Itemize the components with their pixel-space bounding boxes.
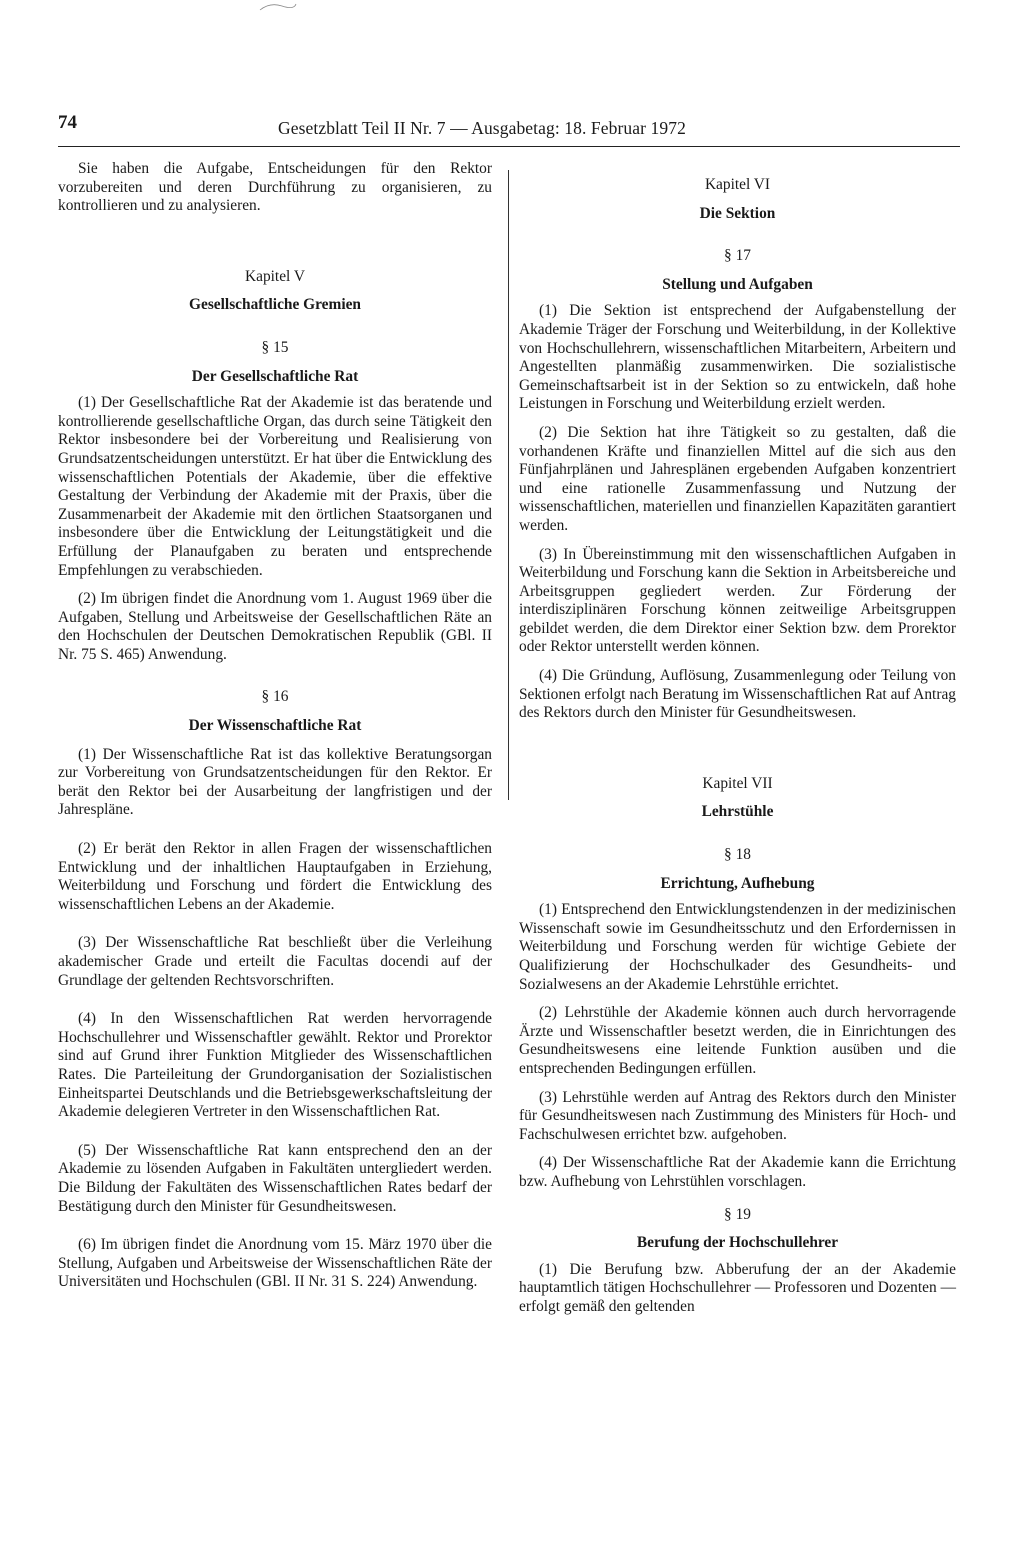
header-title: Gesetzblatt Teil II Nr. 7 — Ausgabetag: 18. Februar 1972: [278, 118, 686, 138]
page-number: 74: [58, 112, 77, 133]
right-column: [519, 160, 956, 1317]
chapter-heading: Kapitel VII: [702, 774, 773, 792]
chapter-title: Gesellschaftliche Gremien: [189, 296, 361, 314]
paragraph: (2) Er berät den Rektor in allen Fragen der wissenschaftlichen Entwicklung und der inhaltlichen Hauptaufgaben in Erziehung, Weiterbildung und Forschung und fördert die Entwicklung des wissenschaftlichen Lebens an der Akademie.: [58, 840, 492, 913]
paragraph: (3) Lehrstühle werden auf Antrag des Rektors durch den Minister für Gesundheitswesen nach Zustimmung des Ministers für Hoch- und Fachschulwesen errichtet bzw. aufgehoben.: [519, 1088, 956, 1143]
column-divider: [508, 170, 509, 800]
paragraph: (4) In den Wissenschaftlichen Rat werden hervorragende Hochschullehrer und Wissenschaftler gewählt. Rektor und Prorektor sind auf Grund ihrer Funktion Mitglieder des Wissenschaftlichen Rates. Die Parteileitung der Grundorganisation der Sozialistischen Einheitspartei Deutschlands und die Betriebsgewerkschaftsleitung der Akademie delegieren Vertreter in den Wissenschaftlichen Rat.: [58, 1010, 492, 1121]
section-title: Errichtung, Aufhebung: [660, 874, 815, 892]
paragraph: (5) Der Wissenschaftliche Rat kann entsprechend den an der Akademie zu lösenden Aufgaben in Fakultäten untergliedert werden. Die Bildung der Fakultäten des Wissenschaftlichen Rates bedarf der Bestätigung durch den Minister für Gesundheitswesen.: [58, 1141, 492, 1215]
section-title: Stellung und Aufgaben: [662, 275, 813, 293]
section-number: § 17: [724, 247, 751, 265]
paragraph: (3) In Übereinstimmung mit den wissenschaftlichen Aufgaben in Weiterbildung und Forschung kann die Sektion in Arbeitsbereiche und Arbeitsgruppen gegliedert werden. Zur Förderung der interdisziplinären Forschung können zeitweilige Arbeitsgruppen gebildet werden, die dem Direktor einer Sektion bzw. dem Prorektor oder Rektor unterstellt werden können.: [519, 545, 956, 656]
paragraph: (3) Der Wissenschaftliche Rat beschließt über die Verleihung akademischer Grade und erteilt die Facultas docendi auf der Grundlage der geltenden Rechtsvorschriften.: [58, 934, 492, 989]
left-column: [58, 160, 492, 1292]
paragraph: (1) Die Berufung bzw. Abberufung der an der Akademie hauptamtlich tätigen Hochschullehrer — Professoren und Dozenten — erfolgt gemäß den geltenden: [519, 1260, 956, 1315]
paragraph: (6) Im übrigen findet die Anordnung vom 15. März 1970 über die Stellung, Aufgaben und Arbeitsweise der Wissenschaftlichen Räte der Universitäten und Hochschulen (GBl. II Nr. 31 S. 224) Anwendung.: [58, 1236, 492, 1291]
paragraph: (4) Der Wissenschaftliche Rat der Akademie kann die Errichtung bzw. Aufhebung von Lehrstühlen vorschlagen.: [519, 1154, 956, 1190]
section-title: Der Wissenschaftliche Rat: [188, 717, 362, 735]
chapter-heading: Kapitel VI: [704, 176, 771, 193]
section-number: § 19: [724, 1205, 751, 1223]
chapter-title: Die Sektion: [699, 204, 776, 222]
paragraph: (1) Die Sektion ist entsprechend der Aufgabenstellung der Akademie Träger der Forschung und Weiterbildung, in der Kollektive von Hochschullehrern, wissenschaftlichen Mitarbeitern, Arbeitern und Angestellten planmäßig zusammenwirken. Die sozialistische Gemeinschaftsarbeit ist in der Sektion so zu entwickeln, daß hohe Leistungen in Forschung und Weiterbildung erzielt werden.: [519, 302, 956, 413]
paragraph: (2) Im übrigen findet die Anordnung vom 1. August 1969 über die Aufgaben, Stellung und Arbeitsweise der Gesellschaftlichen Räte an den Hochschulen der Deutschen Demokratischen Republik (GBl. II Nr. 75 S. 465) Anwendung.: [58, 590, 492, 663]
pen-mark: [258, 0, 298, 14]
section-title: Berufung der Hochschullehrer: [636, 1234, 839, 1252]
page-header: [58, 106, 960, 147]
chapter-title: Lehrstühle: [701, 803, 774, 821]
section-number: § 15: [261, 338, 289, 356]
intro-paragraph: Sie haben die Aufgabe, Entscheidungen für den Rektor vorzubereiten und deren Durchführung zu organisieren, zu kontrollieren und zu analysieren.: [58, 160, 492, 215]
chapter-heading: Kapitel V: [245, 267, 305, 285]
paragraph: (1) Der Gesellschaftliche Rat der Akademie ist das beratende und kontrollierende gesellschaftliche Organ, das durch seine Tätigkeit den Rektor insbesondere bei der Vorbereitung und Realisierung von Grundsatzentscheidungen unterstützt. Er hat über die Entwicklung des wissenschaftlichen Potentials der Akademie, über die effektive Gestaltung der Verbindung der Akademie mit der Praxis, über die Zusammenarbeit der Akademie mit den örtlichen Staatsorganen und insbesondere über die Entwicklung der Leitungstätigkeit und die Erfüllung der Planaufgaben zu beraten und entsprechende Empfehlungen zu verabschieden.: [58, 394, 492, 579]
paragraph: (2) Die Sektion hat ihre Tätigkeit so zu gestalten, daß die vorhandenen Kräfte und finanziellen Mittel auf die sich aus den Fünfjahrplänen und Jahresplänen ergebenden Aufgaben konzentriert und eine rationelle Zusammenfassung und Nutzung der wissenschaftlichen, materiellen und finanziellen Kapazitäten garantiert werden.: [519, 423, 956, 534]
paragraph: (1) Entsprechend den Entwicklungstendenzen in der medizinischen Wissenschaft sowie im Gesundheitsschutz und den Erfordernissen in Weiterbildung und Forschung werden für wichtige Gebiete der Qualifizierung der Hochschulkader des Gesundheits- und Sozialwesens an der Akademie Lehrstühle errichtet.: [519, 901, 956, 993]
paragraph: (1) Der Wissenschaftliche Rat ist das kollektive Beratungsorgan zur Vorbereitung von Grundsatzentscheidungen für den Rektor. Er berät den Rektor bei der Ausarbeitung der langfristigen und der Jahrespläne.: [58, 745, 492, 819]
section-title: Der Gesellschaftliche Rat: [191, 367, 359, 385]
paragraph: (4) Die Gründung, Auflösung, Zusammenlegung oder Teilung von Sektionen erfolgt nach Beratung im Wissenschaftlichen Rat auf Antrag des Rektors durch den Minister für Gesundheitswesen.: [519, 667, 956, 722]
section-number: § 18: [724, 846, 751, 864]
paragraph: (2) Lehrstühle der Akademie können auch durch hervorragende Ärzte und Wissenschaftler besetzt werden, die in Einrichtungen des Gesundheitswesens eine leitende Funktion ausüben und die entsprechenden Bedingungen erfüllen.: [519, 1004, 956, 1077]
section-number: § 16: [261, 688, 289, 706]
